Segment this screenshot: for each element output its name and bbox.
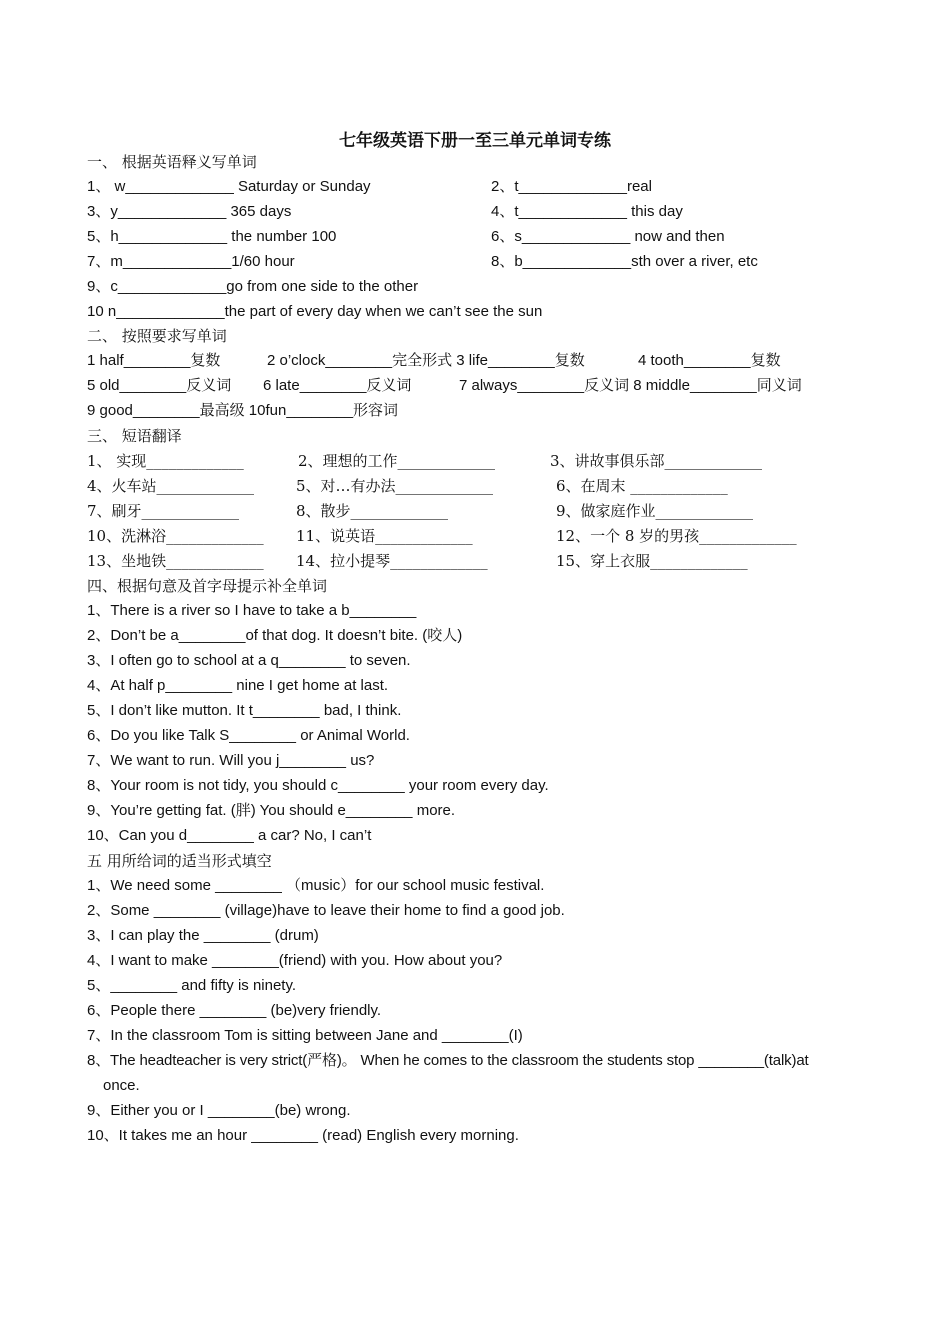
s1-question-9: 9、c_____________go from one side to the other [87, 278, 419, 295]
s5-sentence-1: 1、We need some ________ （music）for our school music festival. [87, 877, 545, 894]
s4-sentence-6: 6、Do you like Talk S________ or Animal World. [87, 727, 410, 744]
s3-phrase-14: 14、拉小提琴_____________ [296, 552, 488, 570]
s5-sentence-7: 7、In the classroom Tom is sitting between Jane and ________(I) [87, 1027, 523, 1044]
s4-sentence-8: 8、Your room is not tidy, you should c________ your room every day. [87, 777, 549, 794]
s3-phrase-15: 15、穿上衣服_____________ [556, 552, 748, 570]
s5-sentence-5: 5、________ and fifty is ninety. [87, 977, 297, 994]
s2-item-late: 6 late________反义词 [263, 377, 412, 394]
s4-sentence-3: 3、I often go to school at a q________ to seven. [87, 652, 411, 669]
s2-item-always-middle: 7 always________反义词 8 middle________同义词 [459, 377, 802, 394]
s1-question-6: 6、s_____________ now and then [491, 228, 725, 245]
section-5-heading: 五 用所给词的适当形式填空 [87, 852, 272, 870]
s4-sentence-10: 10、Can you d________ a car? No, I can’t [87, 827, 372, 844]
s3-phrase-2: 2、理想的工作_____________ [298, 452, 496, 470]
s1-question-7: 7、m_____________1/60 hour [87, 253, 295, 270]
s1-question-10: 10 n_____________the part of every day when we can’t see the sun [87, 303, 543, 320]
s3-phrase-9: 9、做家庭作业_____________ [556, 502, 754, 520]
s1-question-4: 4、t_____________ this day [491, 203, 683, 220]
s2-item-tooth: 4 tooth________复数 [638, 352, 781, 369]
s3-phrase-1: 1、 实现_____________ [87, 452, 244, 470]
s3-phrase-4: 4、火车站_____________ [87, 477, 255, 495]
s1-question-3: 3、y_____________ 365 days [87, 203, 292, 220]
page-title: 七年级英语下册一至三单元单词专练 [339, 131, 611, 151]
s4-sentence-9: 9、You’re getting fat. (胖) You should e________ more. [87, 802, 456, 819]
section-3-heading: 三、 短语翻译 [87, 427, 182, 445]
s1-question-8: 8、b_____________sth over a river, etc [491, 253, 758, 270]
s3-phrase-11: 11、说英语_____________ [296, 527, 473, 545]
section-1-heading: 一、 根据英语释义写单词 [87, 153, 257, 171]
s3-phrase-8: 8、散步_____________ [296, 502, 449, 520]
s1-question-1: 1、 w_____________ Saturday or Sunday [87, 178, 371, 195]
s2-item-old: 5 old________反义词 [87, 377, 232, 394]
s5-sentence-6: 6、People there ________ (be)very friendly. [87, 1002, 382, 1019]
s4-sentence-5: 5、I don’t like mutton. It t________ bad, I think. [87, 702, 402, 719]
section-2-heading: 二、 按照要求写单词 [87, 327, 227, 345]
s5-sentence-10: 10、It takes me an hour ________ (read) English every morning. [87, 1127, 519, 1144]
s3-phrase-7: 7、刷牙_____________ [87, 502, 240, 520]
s4-sentence-1: 1、There is a river so I have to take a b________ [87, 602, 417, 619]
s5-sentence-3: 3、I can play the ________ (drum) [87, 927, 319, 944]
s3-phrase-10: 10、洗淋浴_____________ [87, 527, 264, 545]
s1-question-2: 2、t_____________real [491, 178, 652, 195]
s5-sentence-2: 2、Some ________ (village)have to leave their home to find a good job. [87, 902, 565, 919]
s2-item-good-fun: 9 good________最高级 10fun________形容词 [87, 402, 399, 419]
section-4-heading: 四、根据句意及首字母提示补全单词 [87, 577, 328, 595]
s3-phrase-5: 5、对…有办法_____________ [296, 477, 494, 495]
s5-sentence-8-continued: once. [103, 1077, 140, 1094]
s5-sentence-9: 9、Either you or I ________(be) wrong. [87, 1102, 351, 1119]
s5-sentence-4: 4、I want to make ________(friend) with you. How about you? [87, 952, 503, 969]
s3-phrase-12: 12、一个 8 岁的男孩_____________ [556, 527, 797, 545]
s3-phrase-13: 13、坐地铁_____________ [87, 552, 264, 570]
s4-sentence-7: 7、We want to run. Will you j________ us? [87, 752, 375, 769]
s2-item-oclock-life: 2 o’clock________完全形式 3 life________复数 [267, 352, 585, 369]
s5-sentence-8: 8、The headteacher is very strict(严格)。 When he comes to the classroom the students stop ________(talk)at [87, 1052, 809, 1069]
s1-question-5: 5、h_____________ the number 100 [87, 228, 337, 245]
s2-item-half: 1 half________复数 [87, 352, 221, 369]
s4-sentence-2: 2、Don’t be a________of that dog. It doesn’t bite. (咬人) [87, 627, 463, 644]
s4-sentence-4: 4、At half p________ nine I get home at last. [87, 677, 389, 694]
s3-phrase-3: 3、讲故事俱乐部_____________ [550, 452, 763, 470]
s3-phrase-6: 6、在周末 _____________ [556, 477, 728, 495]
